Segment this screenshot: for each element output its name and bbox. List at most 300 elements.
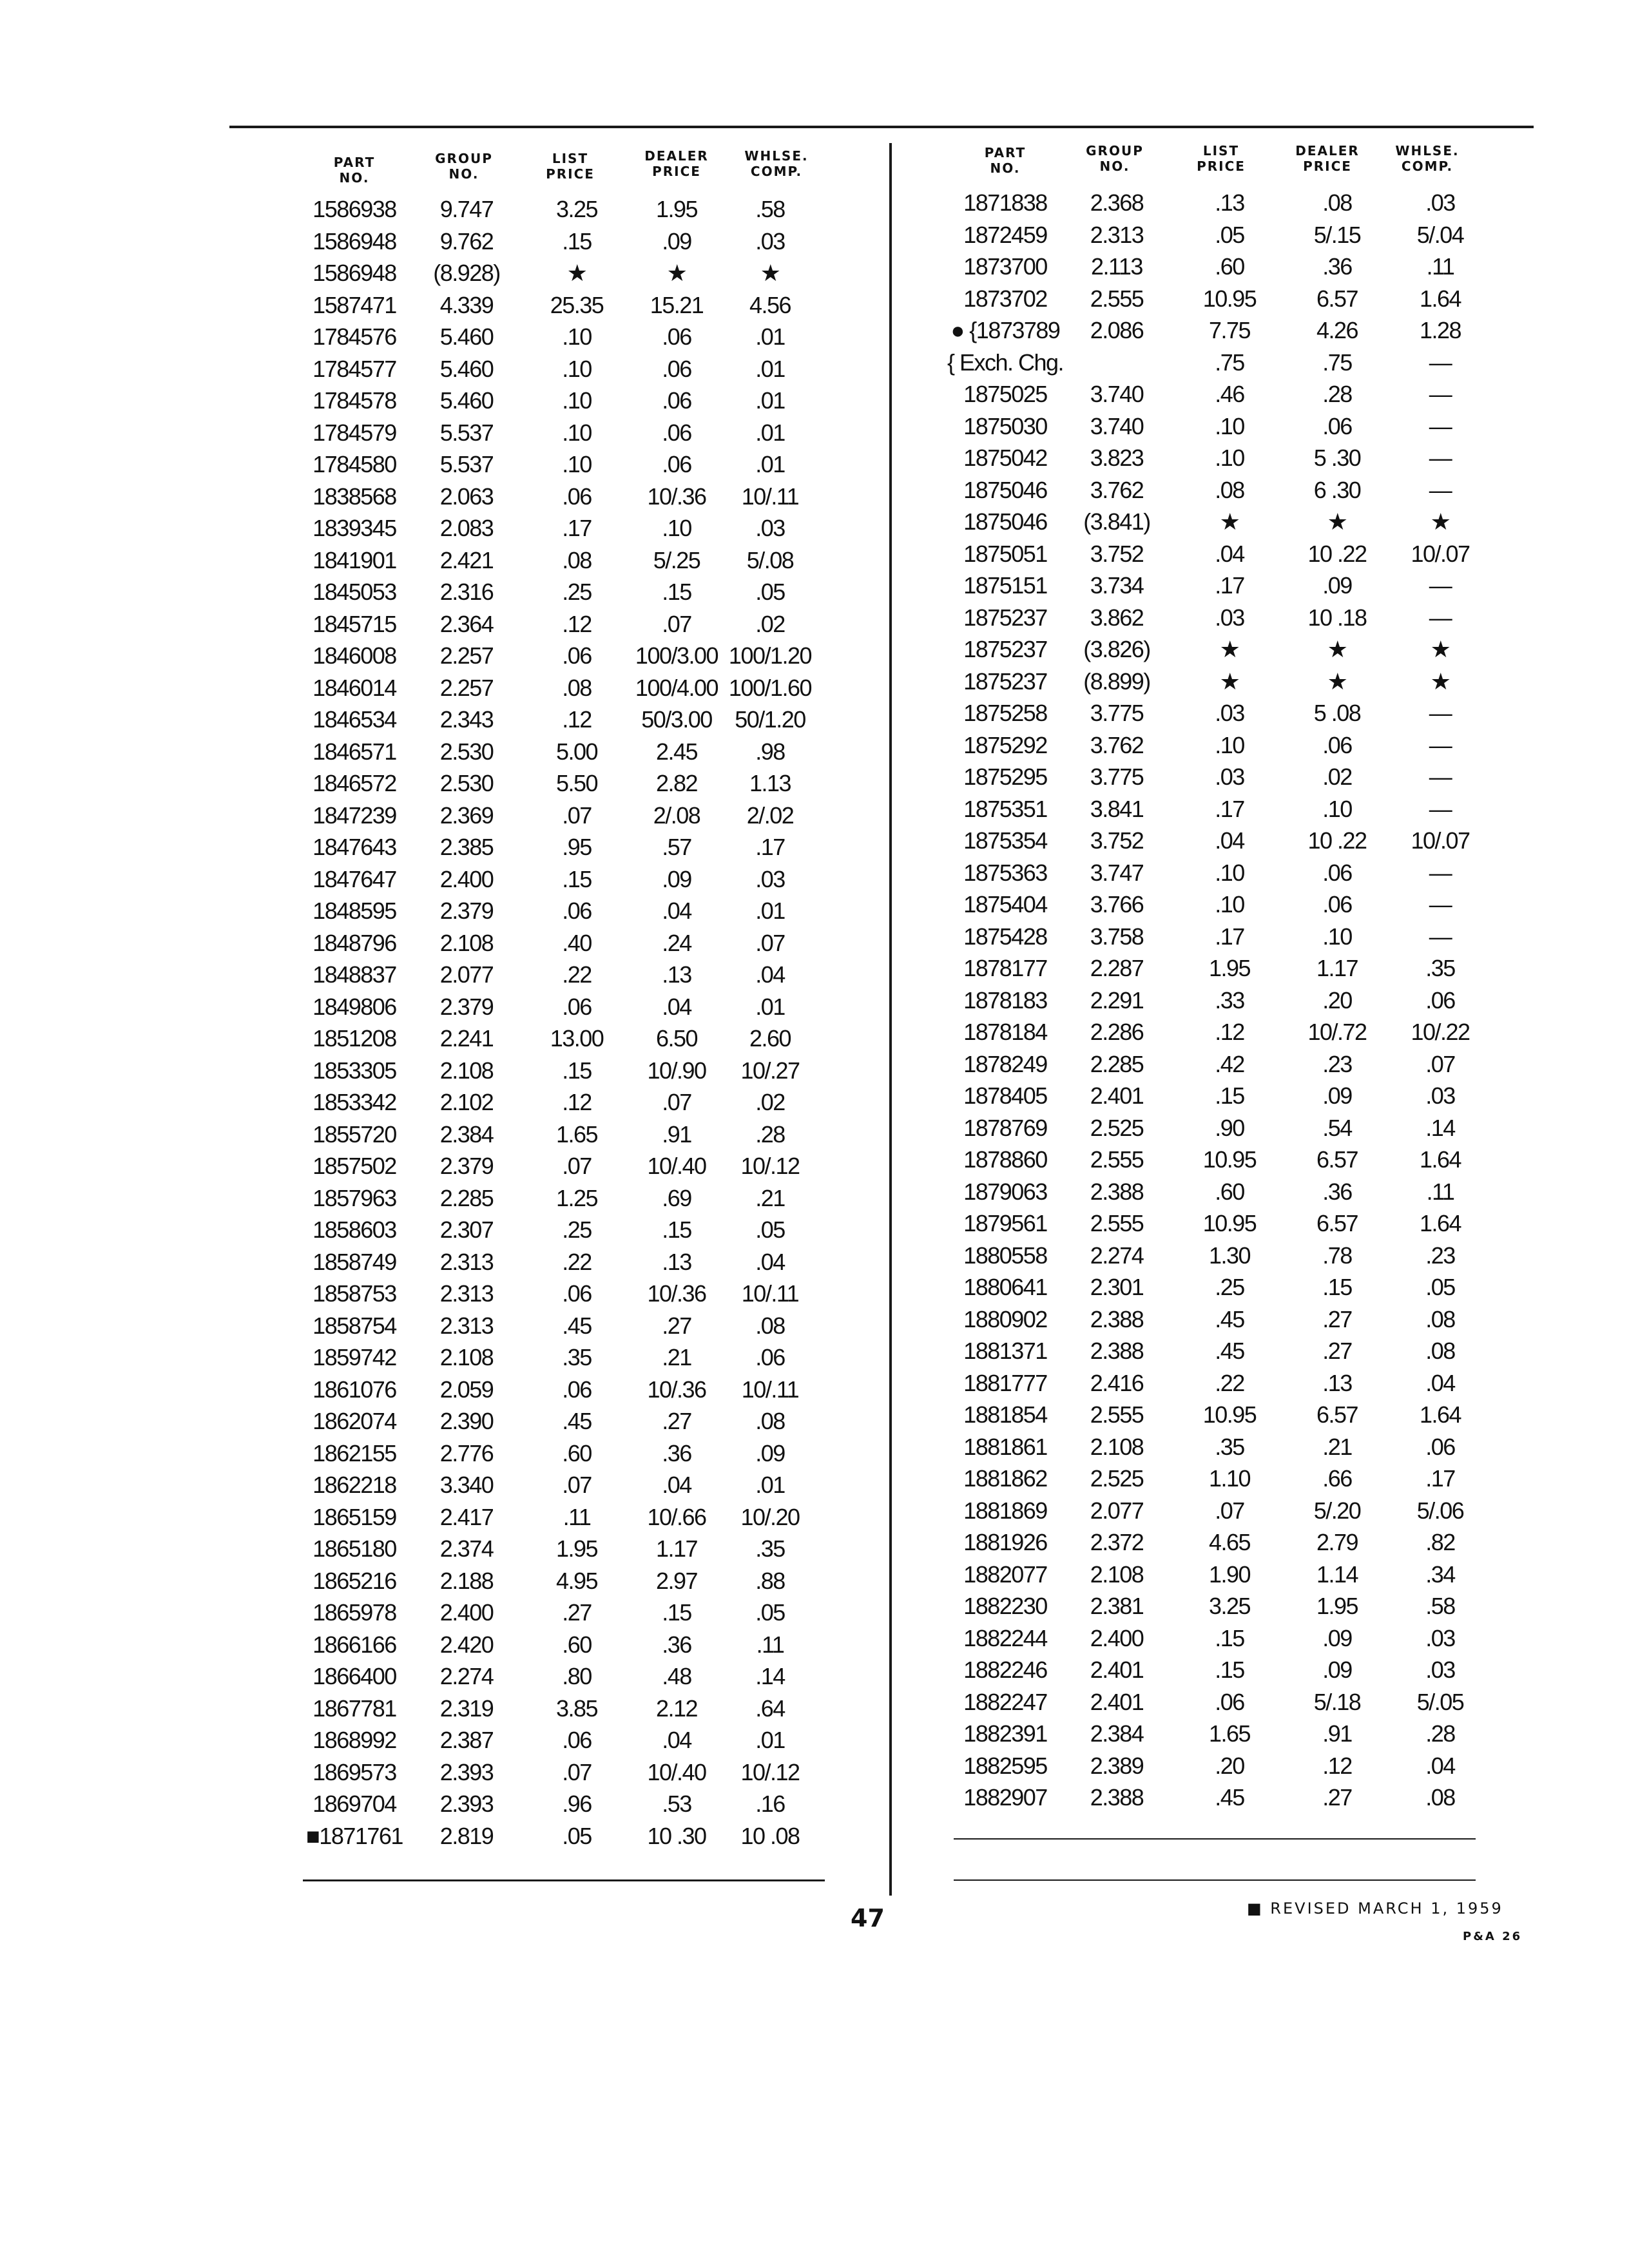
part-no-cell: 1881861 [963, 1433, 1047, 1460]
whlse-comp-cell: 10/.11 [741, 1280, 799, 1307]
dealer-price-cell: .09 [1322, 572, 1352, 599]
part-no-cell: 1882246 [963, 1657, 1047, 1683]
part-no-cell: 1846008 [313, 642, 396, 669]
list-price-cell: .03 [1215, 700, 1244, 726]
part-no-cell: 1875258 [963, 700, 1047, 726]
whlse-comp-cell: 100/1.20 [728, 642, 812, 669]
table-row [0, 1559, 1629, 1591]
part-no-cell: 1875151 [963, 572, 1047, 599]
table-row [0, 219, 1629, 251]
part-no-cell: 1882907 [963, 1784, 1047, 1811]
whlse-comp-cell: — [1429, 349, 1452, 376]
whlse-comp-cell: — [1429, 764, 1452, 790]
list-price-cell: .35 [562, 1344, 592, 1370]
whlse-comp-cell: 2/.02 [746, 802, 794, 829]
dealer-price-cell: .10 [1322, 923, 1352, 950]
list-price-cell: .60 [1215, 1178, 1244, 1205]
table-row [0, 1367, 1629, 1399]
group-no-cell: 2.313 [439, 1280, 494, 1307]
dealer-price-cell: .15 [662, 1599, 691, 1626]
part-no-cell: 1848796 [313, 929, 396, 956]
list-price-cell: .07 [1215, 1497, 1244, 1524]
whlse-comp-cell: .03 [1425, 189, 1455, 216]
header-line2: COMP. [1401, 159, 1454, 174]
dealer-price-cell: 5/.25 [653, 546, 700, 573]
list-price-cell: 4.95 [555, 1567, 598, 1594]
table-row [0, 1207, 1629, 1240]
table-row [0, 1654, 1629, 1686]
whlse-comp-cell: 10/.12 [740, 1153, 800, 1179]
list-price-cell: .10 [1215, 891, 1244, 918]
part-no-cell: 1882391 [963, 1720, 1047, 1747]
group-no-cell: 2.819 [439, 1822, 494, 1849]
part-no-cell: 1875030 [963, 412, 1047, 439]
list-price-cell: .06 [562, 898, 592, 924]
part-no-cell: 1846572 [313, 770, 396, 796]
part-no-cell: 1878177 [963, 955, 1047, 981]
whlse-comp-cell: .04 [1425, 1369, 1455, 1396]
dealer-price-cell: .04 [662, 898, 691, 924]
header-part-no [316, 155, 393, 186]
dealer-price-cell: .23 [1322, 1050, 1352, 1077]
group-no-cell: 2.525 [1090, 1114, 1144, 1141]
whlse-comp-cell: 10/.12 [740, 1758, 800, 1785]
part-no-cell: { Exch. Chg. [947, 349, 1064, 376]
dealer-price-cell: 6.57 [1316, 1210, 1358, 1236]
part-no-cell: 1875351 [963, 795, 1047, 822]
group-no-cell: 2.416 [1090, 1369, 1144, 1396]
part-no-cell: 1882230 [963, 1593, 1047, 1619]
list-price-cell: ★ [1219, 636, 1240, 662]
dealer-price-cell: 1.95 [655, 196, 698, 222]
header-dealer-price [631, 148, 722, 179]
part-no-cell: 1858754 [313, 1312, 396, 1339]
group-no-cell: 5.537 [439, 419, 494, 446]
whlse-comp-cell: .08 [755, 1408, 785, 1434]
dealer-price-cell: .20 [1322, 986, 1352, 1014]
part-no-cell: 1872459 [963, 221, 1047, 248]
whlse-comp-cell: .28 [755, 1120, 785, 1148]
group-no-cell: 2.285 [439, 1184, 494, 1211]
whlse-comp-cell: .11 [1426, 1178, 1454, 1205]
header-dealer-price [1282, 143, 1373, 174]
list-price-cell: .20 [1215, 1752, 1244, 1779]
table-row [0, 1240, 1629, 1272]
list-price-cell: .06 [1215, 1688, 1244, 1715]
list-price-cell: 1.25 [555, 1184, 598, 1211]
dealer-price-cell: 6.57 [1316, 1146, 1358, 1173]
whlse-comp-cell: 100/1.60 [728, 674, 812, 701]
whlse-comp-cell: .01 [755, 451, 785, 477]
part-no-cell: 1865159 [313, 1503, 396, 1530]
dealer-price-cell: .08 [1322, 189, 1352, 216]
dealer-price-cell: 10 .30 [647, 1822, 706, 1849]
group-no-cell: 3.762 [1090, 476, 1144, 503]
header-line1: DEALER [1295, 143, 1360, 159]
whlse-comp-cell: .04 [755, 961, 785, 988]
group-no-cell: 2.393 [439, 1791, 494, 1817]
dealer-price-cell: 5/.20 [1313, 1497, 1361, 1524]
dealer-price-cell: .27 [1322, 1784, 1352, 1811]
list-price-cell: .05 [562, 1822, 592, 1849]
list-price-cell: 4.65 [1208, 1529, 1251, 1555]
dealer-price-cell: .53 [662, 1791, 691, 1817]
whlse-comp-cell: .23 [1425, 1242, 1455, 1269]
part-no-cell: 1845053 [313, 579, 396, 605]
dealer-price-cell: 100/4.00 [635, 674, 718, 701]
list-price-cell: .46 [1215, 381, 1244, 407]
part-no-cell: 1848837 [313, 961, 396, 988]
list-price-cell: .22 [562, 1248, 592, 1275]
group-no-cell: 5.537 [439, 451, 494, 477]
group-no-cell: 2.368 [1090, 189, 1144, 216]
part-no-cell: 1875363 [963, 859, 1047, 886]
part-no-cell: 1875046 [963, 476, 1047, 503]
dealer-price-cell: 10 .22 [1307, 540, 1367, 567]
part-no-cell: 1875428 [963, 923, 1047, 950]
list-price-cell: .03 [1215, 604, 1244, 631]
group-no-cell: (3.841) [1083, 508, 1150, 535]
dealer-price-cell: .75 [1322, 349, 1352, 376]
dealer-price-cell: .36 [662, 1439, 691, 1466]
list-price-cell: .60 [562, 1631, 592, 1658]
group-no-cell: 4.339 [439, 291, 494, 318]
part-no-cell: 1878249 [963, 1050, 1047, 1077]
whlse-comp-cell: .06 [1425, 986, 1455, 1014]
whlse-comp-cell: 10/.11 [741, 1376, 799, 1403]
part-no-cell: 1875042 [963, 445, 1047, 471]
group-no-cell: 2.313 [439, 1248, 494, 1275]
list-price-cell: 3.25 [555, 196, 598, 222]
list-price-cell: .07 [562, 802, 592, 829]
group-no-cell: 2.369 [439, 802, 494, 829]
list-price-cell: .07 [562, 1472, 592, 1498]
dealer-price-cell: .27 [1322, 1338, 1352, 1364]
section-code: P&A 26 [1463, 1930, 1523, 1943]
group-no-cell: 3.862 [1090, 604, 1144, 631]
dealer-price-cell: 1.14 [1316, 1561, 1358, 1588]
part-no-cell: 1846014 [313, 674, 396, 701]
list-price-cell: .07 [562, 1153, 592, 1179]
table-row [0, 825, 1629, 857]
part-no-cell: 1858753 [313, 1280, 396, 1307]
whlse-comp-cell: .03 [1425, 1657, 1455, 1683]
dealer-price-cell: .02 [1322, 764, 1352, 790]
list-price-cell: .10 [562, 323, 592, 350]
header-group-no [1073, 143, 1157, 174]
dealer-price-cell: 5 .08 [1313, 700, 1361, 726]
part-no-cell: 1839345 [313, 515, 396, 541]
group-no-cell: 3.734 [1090, 572, 1144, 599]
part-no-cell: 1865180 [313, 1535, 396, 1562]
group-no-cell: 2.083 [439, 515, 494, 541]
dealer-price-cell: 2.82 [655, 770, 698, 796]
whlse-comp-cell: .08 [1425, 1305, 1455, 1332]
dealer-price-cell: .07 [662, 610, 691, 637]
group-no-cell: 3.841 [1090, 795, 1144, 822]
dealer-price-cell: 1.95 [1316, 1593, 1358, 1619]
whlse-comp-cell: .08 [1425, 1338, 1455, 1364]
dealer-price-cell: 10 .22 [1307, 827, 1367, 854]
right-bottom-rule-2 [954, 1879, 1476, 1881]
list-price-cell: ★ [566, 260, 587, 286]
dealer-price-cell: .24 [662, 929, 691, 956]
dealer-price-cell: .78 [1322, 1242, 1352, 1269]
dealer-price-cell: .15 [662, 579, 691, 605]
group-no-cell: 2.086 [1090, 317, 1144, 343]
whlse-comp-cell: — [1429, 731, 1452, 758]
header-line2: NO. [448, 166, 479, 182]
whlse-comp-cell: — [1429, 604, 1452, 631]
group-no-cell: 2.401 [1090, 1657, 1144, 1683]
part-no-cell: 1849806 [313, 993, 396, 1020]
part-no-cell: 1875404 [963, 891, 1047, 918]
part-no-cell: 1853342 [313, 1089, 396, 1115]
whlse-comp-cell: 10/.07 [1411, 540, 1470, 567]
group-no-cell: 2.555 [1090, 285, 1144, 312]
dealer-price-cell: .54 [1322, 1114, 1352, 1141]
header-line1: LIST [552, 151, 589, 166]
group-no-cell: 2.108 [439, 929, 494, 956]
group-no-cell: 2.420 [439, 1631, 494, 1658]
part-no-cell: 1881862 [963, 1465, 1047, 1492]
whlse-comp-cell: 1.13 [749, 770, 791, 796]
dealer-price-cell: .10 [1322, 795, 1352, 822]
list-price-cell: 5.50 [555, 770, 598, 796]
whlse-comp-cell: .07 [755, 929, 785, 956]
header-line1: PART [333, 155, 376, 170]
part-no-cell: 1586938 [313, 196, 396, 222]
list-price-cell: .15 [1215, 1082, 1244, 1109]
dealer-price-cell: 5/.15 [1313, 221, 1361, 248]
part-no-cell: 1857502 [313, 1153, 396, 1179]
whlse-comp-cell: .03 [755, 515, 785, 541]
list-price-cell: .17 [562, 515, 592, 541]
dealer-price-cell: .06 [1322, 859, 1352, 886]
part-no-cell: 1861076 [313, 1376, 396, 1403]
whlse-comp-cell: — [1429, 700, 1452, 726]
list-price-cell: 1.90 [1208, 1561, 1251, 1588]
part-no-cell: 1881869 [963, 1497, 1047, 1524]
part-no-cell: 1845715 [313, 610, 396, 637]
whlse-comp-cell: ★ [1430, 668, 1451, 695]
group-no-cell: 2.379 [439, 898, 494, 924]
header-line2: PRICE [1197, 159, 1246, 174]
part-no-cell: 1878860 [963, 1146, 1047, 1173]
table-row [0, 474, 1629, 506]
part-no-cell: 1846534 [313, 706, 396, 733]
whlse-comp-cell: 5/.08 [746, 546, 794, 573]
group-no-cell: 2.530 [439, 770, 494, 796]
dealer-price-cell: 2.12 [655, 1695, 698, 1722]
dealer-price-cell: .06 [662, 419, 691, 446]
list-price-cell: .17 [1215, 572, 1244, 599]
list-price-cell: 3.25 [1208, 1593, 1251, 1619]
dealer-price-cell: .04 [662, 1472, 691, 1498]
whlse-comp-cell: 10/.22 [1411, 1019, 1470, 1045]
whlse-comp-cell: — [1429, 412, 1452, 439]
table-row [0, 1622, 1629, 1655]
part-no-cell: 1875295 [963, 764, 1047, 790]
whlse-comp-cell: — [1429, 445, 1452, 471]
group-no-cell: 2.313 [1090, 221, 1144, 248]
dealer-price-cell: .13 [1322, 1369, 1352, 1396]
table-row [0, 538, 1629, 570]
dealer-price-cell: 15.21 [650, 291, 704, 318]
whlse-comp-cell: .05 [755, 1216, 785, 1243]
right-bottom-rule-1 [954, 1838, 1476, 1840]
list-price-cell: .15 [562, 227, 592, 255]
table-row [0, 1590, 1629, 1622]
dealer-price-cell: .48 [662, 1663, 691, 1689]
part-no-cell: 1873700 [963, 253, 1047, 280]
part-no-cell: 1878769 [963, 1114, 1047, 1141]
group-no-cell: 2.108 [439, 1057, 494, 1084]
whlse-comp-cell: .35 [755, 1535, 785, 1562]
part-no-cell: 1881854 [963, 1401, 1047, 1428]
table-row [0, 378, 1629, 410]
group-no-cell: (8.899) [1083, 668, 1150, 695]
list-price-cell: .45 [562, 1408, 592, 1434]
list-price-cell: .22 [562, 961, 592, 988]
whlse-comp-cell: 1.64 [1419, 1401, 1461, 1428]
whlse-comp-cell: 1.64 [1419, 1210, 1461, 1236]
list-price-cell: .60 [1215, 253, 1244, 280]
list-price-cell: ★ [1219, 508, 1240, 535]
dealer-price-cell: .09 [662, 865, 691, 892]
header-list-price [1186, 143, 1257, 174]
list-price-cell: 10.95 [1202, 285, 1257, 312]
group-no-cell: 2.389 [1090, 1752, 1144, 1779]
whlse-comp-cell: .05 [755, 579, 785, 605]
whlse-comp-cell: .07 [1425, 1050, 1455, 1077]
list-price-cell: .06 [562, 1280, 592, 1307]
dealer-price-cell: .27 [1322, 1305, 1352, 1332]
whlse-comp-cell: .35 [1425, 955, 1455, 981]
dealer-price-cell: ★ [666, 260, 687, 286]
list-price-cell: .12 [562, 706, 592, 733]
part-no-cell: 1587471 [313, 291, 396, 318]
whlse-comp-cell: 10/.07 [1411, 827, 1470, 854]
whlse-comp-cell: .17 [1425, 1465, 1455, 1492]
part-no-cell: 1878184 [963, 1019, 1047, 1045]
part-no-cell: 1841901 [313, 546, 396, 573]
dealer-price-cell: 2.45 [655, 738, 698, 765]
list-price-cell: .27 [562, 1599, 592, 1626]
part-no-cell: 1879561 [963, 1210, 1047, 1236]
table-row [0, 697, 1629, 729]
list-price-cell: .13 [1215, 189, 1244, 216]
dealer-price-cell: .13 [662, 1248, 691, 1275]
group-no-cell: 3.823 [1090, 445, 1144, 471]
dealer-price-cell: .27 [662, 1408, 691, 1434]
part-no-cell: 1881777 [963, 1369, 1047, 1396]
list-price-cell: 10.95 [1202, 1210, 1257, 1236]
dealer-price-cell: 2.97 [655, 1567, 698, 1594]
dealer-price-cell: 6 .30 [1313, 476, 1361, 503]
dealer-price-cell: 1.17 [655, 1535, 698, 1562]
dealer-price-cell: .21 [1322, 1433, 1352, 1460]
group-no-cell: 2.400 [1090, 1624, 1144, 1651]
group-no-cell: 2.530 [439, 738, 494, 765]
list-price-cell: .95 [562, 834, 592, 860]
list-price-cell: .11 [563, 1503, 591, 1530]
part-no-cell: 1869704 [313, 1791, 396, 1817]
top-rule [229, 126, 1534, 128]
list-price-cell: .45 [1215, 1305, 1244, 1332]
dealer-price-cell: .09 [1322, 1657, 1352, 1683]
list-price-cell: .45 [562, 1312, 592, 1339]
dealer-price-cell: 10/.66 [647, 1503, 706, 1530]
part-no-cell: 1858603 [313, 1216, 396, 1243]
group-no-cell: (8.928) [433, 260, 500, 286]
list-price-cell: .75 [1215, 349, 1244, 376]
part-no-cell: ■1871761 [306, 1822, 403, 1849]
table-row [0, 1718, 1629, 1750]
list-price-cell: 13.00 [550, 1025, 604, 1052]
list-price-cell: .42 [1215, 1050, 1244, 1077]
whlse-comp-cell: 10/.20 [740, 1503, 800, 1530]
right-parts-table [0, 187, 1629, 1814]
part-no-cell: 1881371 [963, 1338, 1047, 1364]
part-no-cell: 1875237 [963, 636, 1047, 662]
whlse-comp-cell: .14 [1425, 1114, 1455, 1141]
table-row [0, 347, 1629, 379]
part-no-cell: 1847647 [313, 865, 396, 892]
list-price-cell: .25 [562, 579, 592, 605]
whlse-comp-cell: ★ [760, 260, 780, 286]
header-whlse-comp [1385, 143, 1469, 174]
whlse-comp-cell: .04 [1425, 1752, 1455, 1779]
list-price-cell: .10 [1215, 859, 1244, 886]
group-no-cell: 3.758 [1090, 923, 1144, 950]
whlse-comp-cell: .64 [755, 1695, 785, 1722]
part-no-cell: 1847239 [313, 802, 396, 829]
dealer-price-cell: 10/.36 [647, 1376, 706, 1403]
group-no-cell: 2.776 [439, 1439, 494, 1466]
table-row [0, 1335, 1629, 1367]
part-no-cell: 1586948 [313, 260, 396, 286]
table-row [0, 1463, 1629, 1495]
group-no-cell: 2.301 [1090, 1274, 1144, 1300]
whlse-comp-cell: .03 [1425, 1624, 1455, 1651]
whlse-comp-cell: 50/1.20 [735, 706, 805, 733]
dealer-price-cell: .06 [1322, 731, 1352, 758]
dealer-price-cell: .09 [1322, 1624, 1352, 1651]
whlse-comp-cell: .01 [755, 1727, 785, 1753]
list-price-cell: 5.00 [555, 738, 598, 765]
list-price-cell: .17 [1215, 795, 1244, 822]
dealer-price-cell: 6.50 [655, 1025, 698, 1052]
table-row [0, 1399, 1629, 1431]
dealer-price-cell: 10/.40 [647, 1758, 706, 1785]
table-row [0, 1686, 1629, 1718]
whlse-comp-cell: .88 [755, 1567, 785, 1594]
part-no-cell: 1882077 [963, 1561, 1047, 1588]
dealer-price-cell: 10/.36 [647, 1280, 706, 1307]
group-no-cell: 2.077 [439, 961, 494, 988]
list-price-cell: .10 [562, 451, 592, 477]
dealer-price-cell: .07 [662, 1089, 691, 1115]
group-no-cell: 2.287 [1090, 955, 1144, 981]
list-price-cell: .08 [562, 674, 592, 701]
table-row [0, 1271, 1629, 1303]
group-no-cell: 2.388 [1090, 1305, 1144, 1332]
header-line2: PRICE [1303, 159, 1352, 174]
group-no-cell: 2.400 [439, 1599, 494, 1626]
dealer-price-cell: 6.57 [1316, 1401, 1358, 1428]
group-no-cell: 2.364 [439, 610, 494, 637]
